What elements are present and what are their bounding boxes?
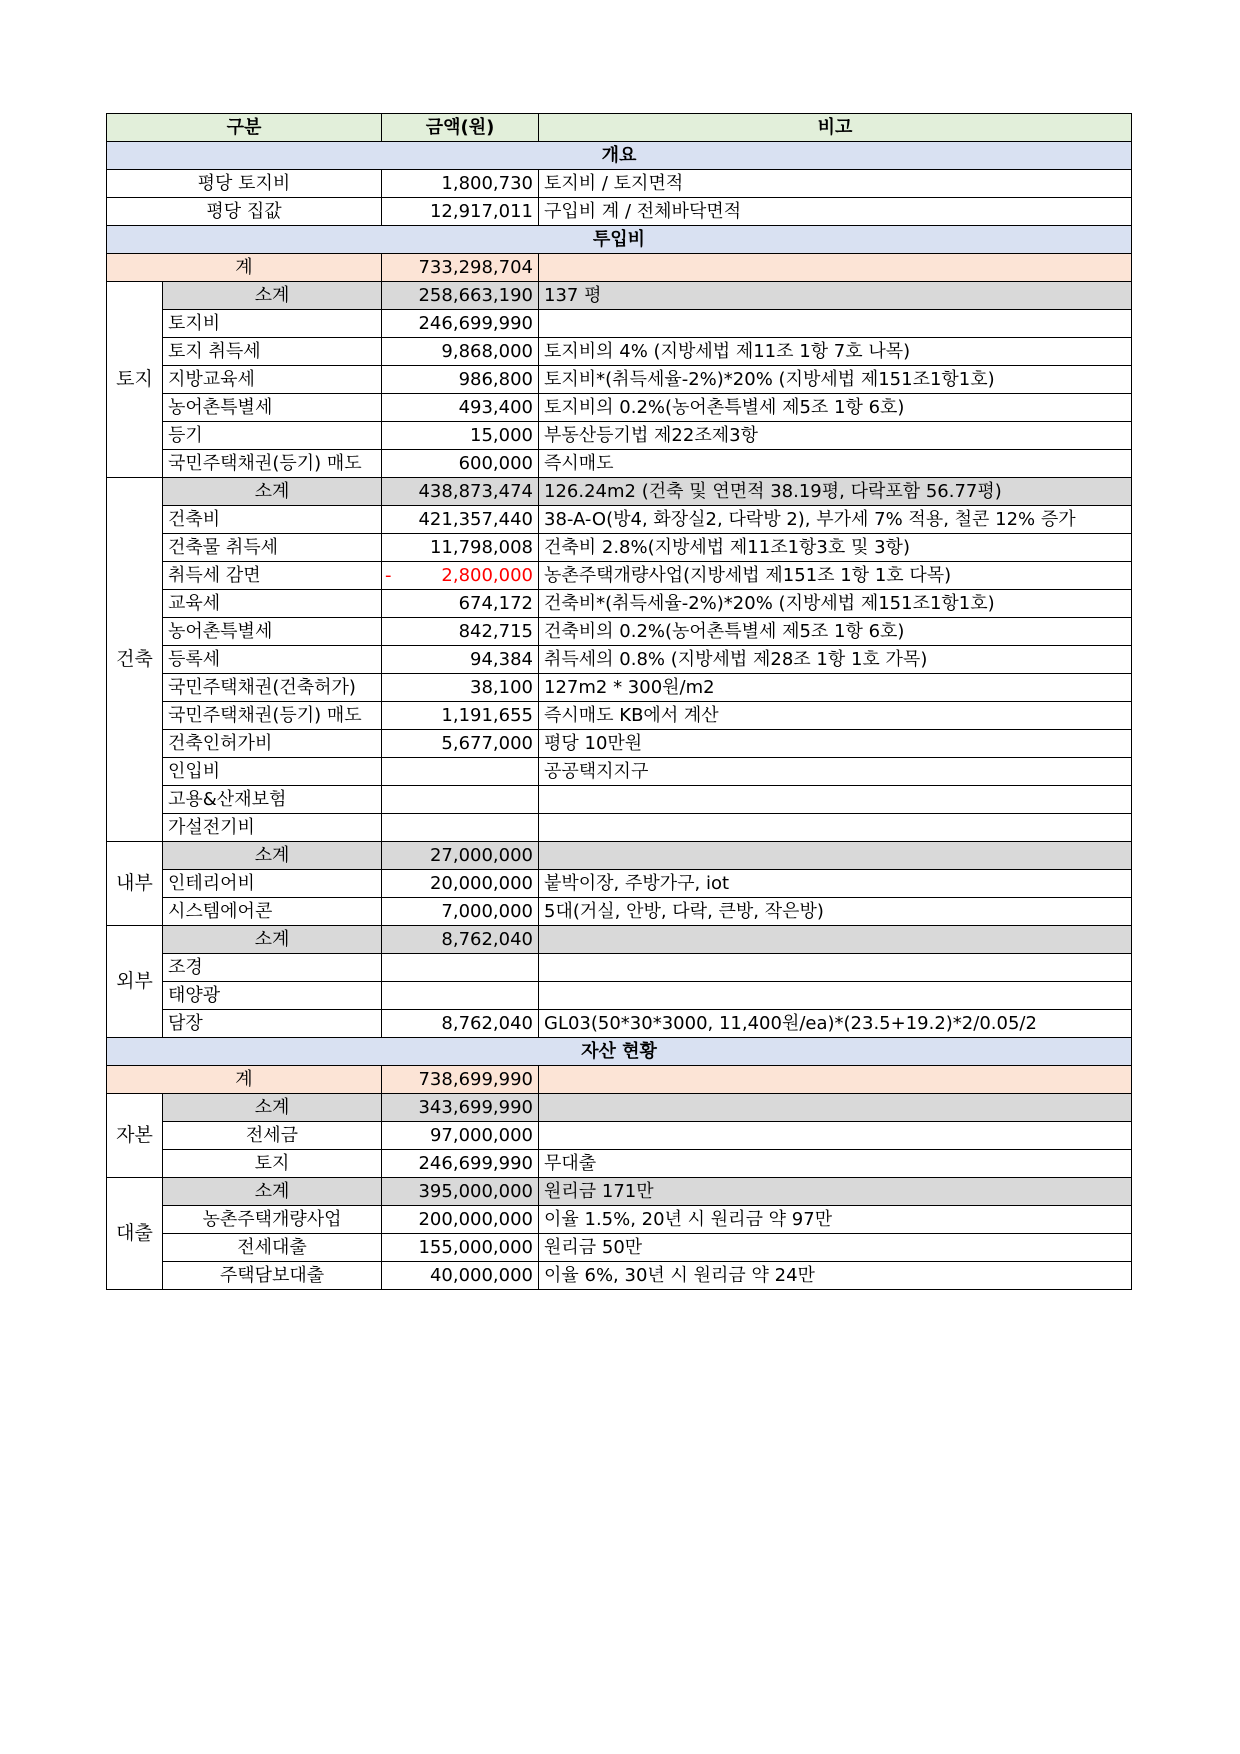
row-amount — [382, 954, 539, 982]
header-amount: 금액(원) — [382, 114, 539, 142]
row-amount: 842,715 — [382, 618, 539, 646]
row-amount: 600,000 — [382, 450, 539, 478]
table-row — [107, 674, 1132, 702]
group-capital: 자본 — [107, 1094, 163, 1178]
group-interior: 내부 — [107, 842, 163, 926]
budget-table — [106, 113, 1132, 1290]
row-label: 인입비 — [163, 758, 382, 786]
total-row — [107, 254, 1132, 282]
row-note: 붙박이장, 주방가구, iot — [539, 870, 1132, 898]
row-label: 국민주택채권(건축허가) — [163, 674, 382, 702]
section-assets — [107, 1038, 1132, 1066]
table-row — [107, 954, 1132, 982]
table-row — [107, 758, 1132, 786]
row-amount — [382, 758, 539, 786]
row-note: 공공택지지구 — [539, 758, 1132, 786]
row-note: 취득세의 0.8% (지방세법 제28조 1항 1호 가목) — [539, 646, 1132, 674]
row-note — [539, 814, 1132, 842]
table-row — [107, 814, 1132, 842]
row-label: 교육세 — [163, 590, 382, 618]
budget-sheet — [106, 113, 1132, 1290]
section-title: 자산 현황 — [107, 1038, 1132, 1066]
row-note: 즉시매도 — [539, 450, 1132, 478]
subtotal-note — [539, 1094, 1132, 1122]
row-note: 건축비 2.8%(지방세법 제11조1항3호 및 3항) — [539, 534, 1132, 562]
total-note — [539, 254, 1132, 282]
table-row — [107, 534, 1132, 562]
row-amount: 7,000,000 — [382, 898, 539, 926]
row-amount: 9,868,000 — [382, 338, 539, 366]
row-amount: 11,798,008 — [382, 534, 539, 562]
row-label: 태양광 — [163, 982, 382, 1010]
row-note: 원리금 50만 — [539, 1234, 1132, 1262]
subtotal-row — [107, 1094, 1132, 1122]
row-note: 토지비의 4% (지방세법 제11조 1항 7호 나목) — [539, 338, 1132, 366]
table-row — [107, 1150, 1132, 1178]
subtotal-note: 원리금 171만 — [539, 1178, 1132, 1206]
row-note: 이율 6%, 30년 시 원리금 약 24만 — [539, 1262, 1132, 1290]
subtotal-note: 137 평 — [539, 282, 1132, 310]
total-label: 계 — [107, 254, 382, 282]
row-note: 건축비*(취득세율-2%)*20% (지방세법 제151조1항1호) — [539, 590, 1132, 618]
row-amount: 40,000,000 — [382, 1262, 539, 1290]
table-row — [107, 1122, 1132, 1150]
subtotal-row — [107, 926, 1132, 954]
row-note: 즉시매도 KB에서 계산 — [539, 702, 1132, 730]
minus-sign: - — [385, 565, 392, 586]
row-note: 127m2 * 300원/m2 — [539, 674, 1132, 702]
table-row — [107, 898, 1132, 926]
row-label: 농어촌특별세 — [163, 618, 382, 646]
row-label: 토지비 — [163, 310, 382, 338]
row-label: 농촌주택개량사업 — [163, 1206, 382, 1234]
table-row — [107, 590, 1132, 618]
subtotal-row — [107, 282, 1132, 310]
row-label: 취득세 감면 — [163, 562, 382, 590]
subtotal-label: 소계 — [163, 1094, 382, 1122]
row-amount: 1,191,655 — [382, 702, 539, 730]
table-row — [107, 422, 1132, 450]
table-row — [107, 338, 1132, 366]
row-amount: 97,000,000 — [382, 1122, 539, 1150]
total-amount: 738,699,990 — [382, 1066, 539, 1094]
row-label: 전세대출 — [163, 1234, 382, 1262]
table-row — [107, 394, 1132, 422]
row-amount: 246,699,990 — [382, 310, 539, 338]
row-label: 전세금 — [163, 1122, 382, 1150]
row-amount — [382, 786, 539, 814]
table-row — [107, 786, 1132, 814]
row-amount: 38,100 — [382, 674, 539, 702]
row-amount: 94,384 — [382, 646, 539, 674]
table-row — [107, 1206, 1132, 1234]
row-label: 시스템에어콘 — [163, 898, 382, 926]
subtotal-amount: 8,762,040 — [382, 926, 539, 954]
subtotal-note — [539, 842, 1132, 870]
row-label: 고용&산재보험 — [163, 786, 382, 814]
row-label: 평당 토지비 — [107, 170, 382, 198]
row-label: 담장 — [163, 1010, 382, 1038]
row-label: 평당 집값 — [107, 198, 382, 226]
table-row — [107, 730, 1132, 758]
row-amount — [382, 982, 539, 1010]
table-row — [107, 646, 1132, 674]
subtotal-amount: 258,663,190 — [382, 282, 539, 310]
subtotal-amount: 343,699,990 — [382, 1094, 539, 1122]
table-row — [107, 170, 1132, 198]
subtotal-row — [107, 478, 1132, 506]
row-label: 건축물 취득세 — [163, 534, 382, 562]
negative-value: 2,800,000 — [441, 565, 533, 586]
row-label: 인테리어비 — [163, 870, 382, 898]
row-amount-negative — [382, 562, 539, 590]
table-row — [107, 310, 1132, 338]
row-note: 평당 10만원 — [539, 730, 1132, 758]
row-note: GL03(50*30*3000, 11,400원/ea)*(23.5+19.2)*2/0.05/2 — [539, 1010, 1132, 1038]
total-label: 계 — [107, 1066, 382, 1094]
row-label: 지방교육세 — [163, 366, 382, 394]
subtotal-label: 소계 — [163, 926, 382, 954]
group-exterior: 외부 — [107, 926, 163, 1038]
row-note — [539, 954, 1132, 982]
header-row — [107, 114, 1132, 142]
row-note: 무대출 — [539, 1150, 1132, 1178]
row-label: 건축인허가비 — [163, 730, 382, 758]
subtotal-label: 소계 — [163, 478, 382, 506]
row-note: 38-A-O(방4, 화장실2, 다락방 2), 부가세 7% 적용, 철콘 12% 증가 — [539, 506, 1132, 534]
row-label: 주택담보대출 — [163, 1262, 382, 1290]
table-row — [107, 702, 1132, 730]
row-amount: 674,172 — [382, 590, 539, 618]
subtotal-note: 126.24m2 (건축 및 연면적 38.19평, 다락포함 56.77평) — [539, 478, 1132, 506]
row-amount: 200,000,000 — [382, 1206, 539, 1234]
table-row — [107, 870, 1132, 898]
section-investment — [107, 226, 1132, 254]
row-note: 부동산등기법 제22조제3항 — [539, 422, 1132, 450]
row-amount: 155,000,000 — [382, 1234, 539, 1262]
row-note: 건축비의 0.2%(농어촌특별세 제5조 1항 6호) — [539, 618, 1132, 646]
subtotal-label: 소계 — [163, 282, 382, 310]
section-overview — [107, 142, 1132, 170]
row-note: 토지비의 0.2%(농어촌특별세 제5조 1항 6호) — [539, 394, 1132, 422]
row-note — [539, 982, 1132, 1010]
subtotal-label: 소계 — [163, 842, 382, 870]
row-amount: 5,677,000 — [382, 730, 539, 758]
row-amount: 1,800,730 — [382, 170, 539, 198]
table-row — [107, 366, 1132, 394]
row-amount: 493,400 — [382, 394, 539, 422]
subtotal-row — [107, 1178, 1132, 1206]
row-note — [539, 786, 1132, 814]
section-title: 투입비 — [107, 226, 1132, 254]
row-amount: 421,357,440 — [382, 506, 539, 534]
table-row — [107, 198, 1132, 226]
group-loan: 대출 — [107, 1178, 163, 1290]
row-amount: 20,000,000 — [382, 870, 539, 898]
row-note: 토지비 / 토지면적 — [539, 170, 1132, 198]
row-amount: 12,917,011 — [382, 198, 539, 226]
row-note: 농촌주택개량사업(지방세법 제151조 1항 1호 다목) — [539, 562, 1132, 590]
row-amount: 15,000 — [382, 422, 539, 450]
total-row — [107, 1066, 1132, 1094]
table-row — [107, 506, 1132, 534]
subtotal-note — [539, 926, 1132, 954]
table-row — [107, 562, 1132, 590]
table-row — [107, 1234, 1132, 1262]
row-label: 건축비 — [163, 506, 382, 534]
total-amount: 733,298,704 — [382, 254, 539, 282]
subtotal-amount: 395,000,000 — [382, 1178, 539, 1206]
table-row — [107, 1262, 1132, 1290]
table-row — [107, 982, 1132, 1010]
table-row — [107, 450, 1132, 478]
group-building: 건축 — [107, 478, 163, 842]
row-label: 국민주택채권(등기) 매도 — [163, 450, 382, 478]
total-note — [539, 1066, 1132, 1094]
row-label: 농어촌특별세 — [163, 394, 382, 422]
section-title: 개요 — [107, 142, 1132, 170]
table-row — [107, 1010, 1132, 1038]
row-amount: 8,762,040 — [382, 1010, 539, 1038]
row-label: 가설전기비 — [163, 814, 382, 842]
row-label: 등기 — [163, 422, 382, 450]
row-label: 토지 — [163, 1150, 382, 1178]
subtotal-amount: 438,873,474 — [382, 478, 539, 506]
row-label: 조경 — [163, 954, 382, 982]
row-note: 토지비*(취득세율-2%)*20% (지방세법 제151조1항1호) — [539, 366, 1132, 394]
row-label: 등록세 — [163, 646, 382, 674]
row-note — [539, 310, 1132, 338]
group-land: 토지 — [107, 282, 163, 478]
row-label: 국민주택채권(등기) 매도 — [163, 702, 382, 730]
row-note: 5대(거실, 안방, 다락, 큰방, 작은방) — [539, 898, 1132, 926]
header-note: 비고 — [539, 114, 1132, 142]
row-note: 이율 1.5%, 20년 시 원리금 약 97만 — [539, 1206, 1132, 1234]
row-note: 구입비 계 / 전체바닥면적 — [539, 198, 1132, 226]
row-note — [539, 1122, 1132, 1150]
header-category: 구분 — [107, 114, 382, 142]
row-amount: 246,699,990 — [382, 1150, 539, 1178]
subtotal-row — [107, 842, 1132, 870]
subtotal-label: 소계 — [163, 1178, 382, 1206]
row-amount: 986,800 — [382, 366, 539, 394]
row-label: 토지 취득세 — [163, 338, 382, 366]
subtotal-amount: 27,000,000 — [382, 842, 539, 870]
table-row — [107, 618, 1132, 646]
row-amount — [382, 814, 539, 842]
